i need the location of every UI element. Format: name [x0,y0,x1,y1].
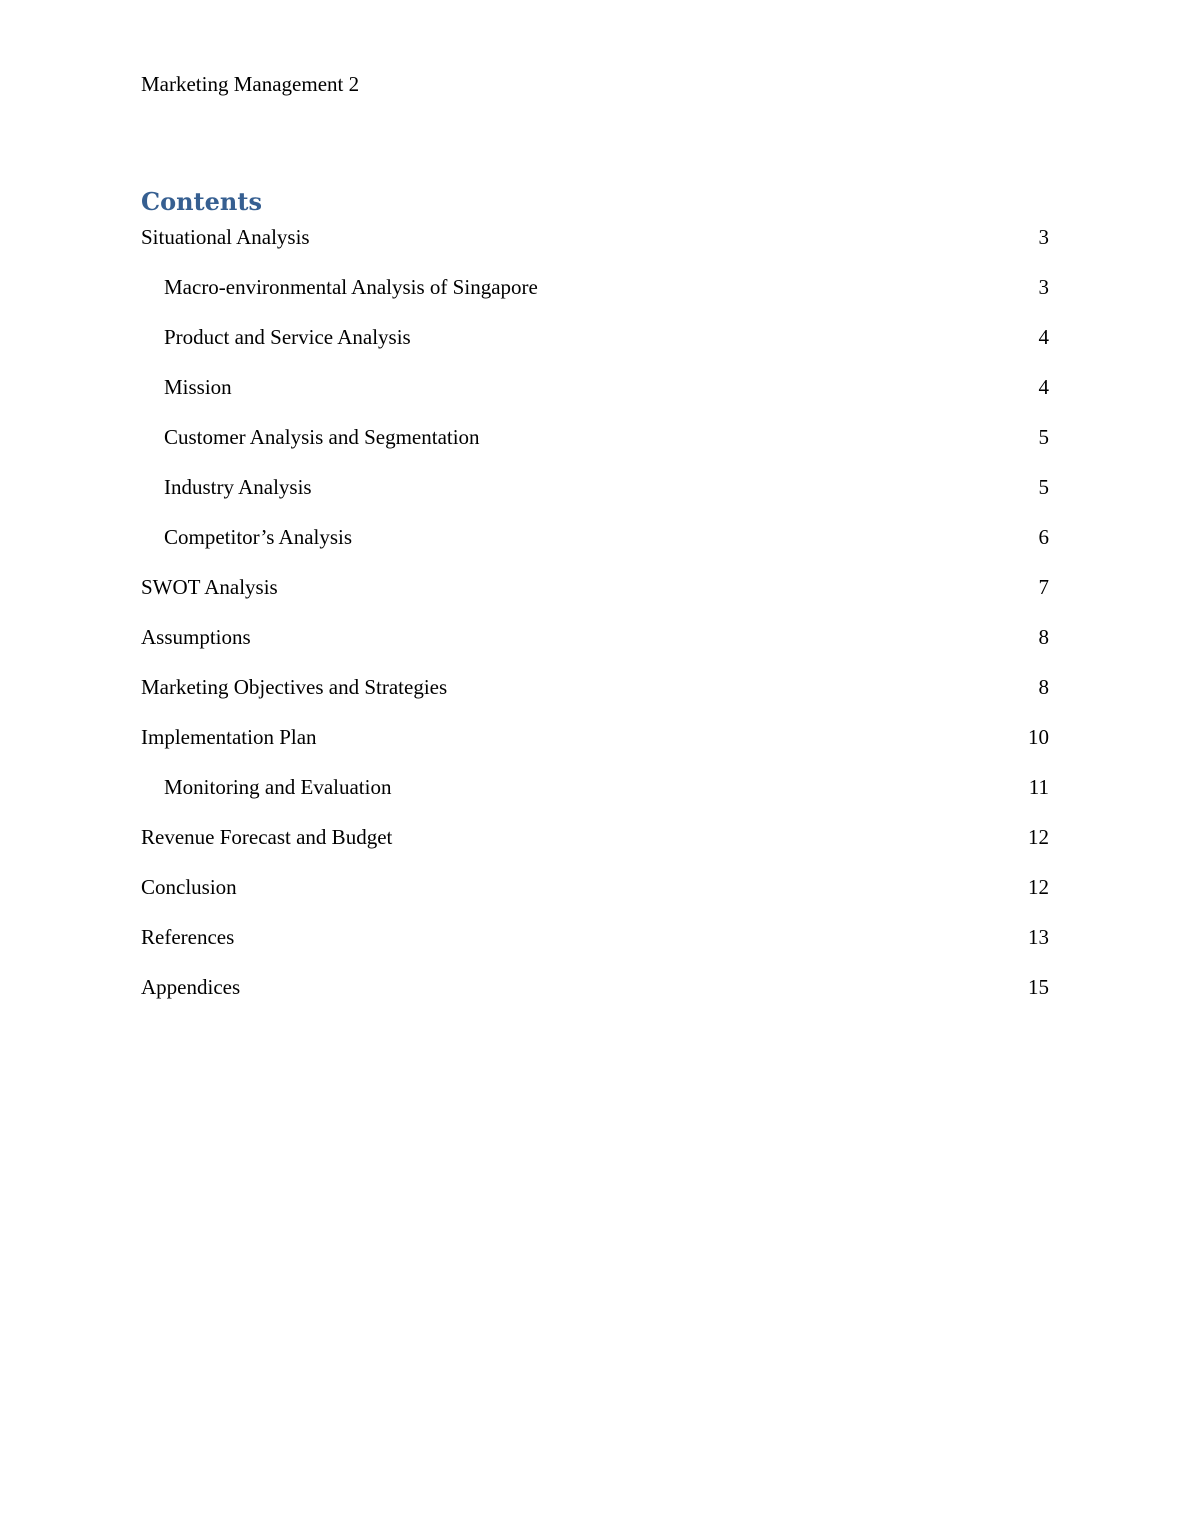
toc-entry-title: Competitor’s Analysis [164,525,353,549]
toc-entry-page: 6 [1038,525,1049,549]
toc-entry-page: 5 [1038,475,1049,499]
toc-entry-page: 4 [1038,325,1049,349]
toc-entry-competitors-analysis[interactable] [141,523,1049,573]
toc-entry-conclusion[interactable] [141,873,1049,923]
toc-entry-page: 7 [1038,575,1049,599]
toc-entry-title: Monitoring and Evaluation [164,775,392,799]
toc-entry-revenue-forecast[interactable] [141,823,1049,873]
toc-entry-page: 5 [1038,425,1049,449]
toc-entry-title: SWOT Analysis [141,575,278,599]
toc-entry-appendices[interactable] [141,973,1049,1023]
toc-entry-page: 3 [1038,275,1049,299]
toc-entry-page: 10 [1028,725,1049,749]
toc-entry-page: 15 [1028,975,1049,999]
toc-entry-situational-analysis[interactable] [141,223,1049,273]
toc-entry-page: 12 [1028,875,1049,899]
toc-entry-title: Customer Analysis and Segmentation [164,425,480,449]
toc-entry-page: 3 [1038,225,1049,249]
toc-entry-title: Implementation Plan [141,725,317,749]
toc-entry-customer-analysis[interactable] [141,423,1049,473]
toc-entry-page: 12 [1028,825,1049,849]
toc-entry-macro-environmental-analysis[interactable] [141,273,1049,323]
toc-entry-title: Assumptions [141,625,251,649]
toc-entry-title: Conclusion [141,875,237,899]
toc-entry-assumptions[interactable] [141,623,1049,673]
toc-entry-implementation-plan[interactable] [141,723,1049,773]
toc-entry-title: Product and Service Analysis [164,325,411,349]
toc-entry-title: Situational Analysis [141,225,310,249]
toc-entry-title: Revenue Forecast and Budget [141,825,393,849]
toc-entry-page: 8 [1038,675,1049,699]
toc-entry-title: Industry Analysis [164,475,312,499]
toc-entry-page: 13 [1028,925,1049,949]
toc-entry-product-and-service-analysis[interactable] [141,323,1049,373]
toc-entry-page: 11 [1028,775,1049,799]
toc-entry-title: Marketing Objectives and Strategies [141,675,448,699]
toc-entry-title: Macro-environmental Analysis of Singapore [164,275,538,299]
running-header: Marketing Management 2 [141,72,360,96]
toc-entry-title: Mission [164,375,232,399]
toc-entry-industry-analysis[interactable] [141,473,1049,523]
toc-heading: Contents [141,187,262,216]
toc-entry-title: Appendices [141,975,241,999]
toc-entry-title: References [141,925,235,949]
table-of-contents [141,223,1049,1023]
toc-entry-monitoring-and-evaluation[interactable] [141,773,1049,823]
toc-entry-marketing-objectives[interactable] [141,673,1049,723]
toc-entry-references[interactable] [141,923,1049,973]
toc-entry-page: 4 [1038,375,1049,399]
toc-entry-page: 8 [1038,625,1049,649]
toc-entry-mission[interactable] [141,373,1049,423]
toc-entry-swot-analysis[interactable] [141,573,1049,623]
